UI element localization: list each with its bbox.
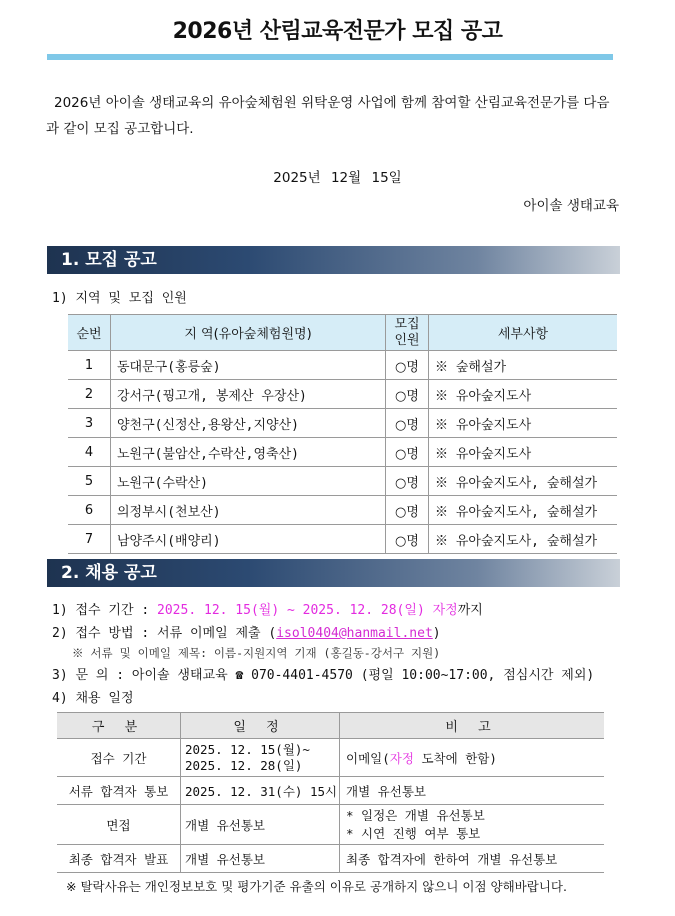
schedule-item: 면접: [57, 805, 181, 845]
row-count: ○명: [386, 351, 429, 380]
schedule-date-start: 2025. 12. 15(월)~: [185, 741, 310, 757]
table-row: [68, 467, 617, 496]
note-mark: 자정: [389, 750, 414, 766]
row-detail: ※ 유아숲지도사: [429, 438, 618, 467]
notice-date: 2025년 12월 15일: [273, 170, 402, 186]
period-label: 1) 접수 기간 :: [52, 603, 158, 618]
row-count: ○명: [386, 467, 429, 496]
row-count: ○명: [386, 496, 429, 525]
section-1-heading: 1. 모집 공고: [47, 246, 620, 274]
table-row: [68, 496, 617, 525]
schedule-table: [57, 712, 604, 873]
schedule-item: 최종 합격자 발표: [57, 845, 181, 873]
row-region: 노원구(수락산): [111, 467, 386, 496]
row-count: ○명: [386, 380, 429, 409]
row-detail: ※ 유아숲지도사, 숲해설가: [429, 525, 618, 554]
row-region: 동대문구(홍릉숲): [111, 351, 386, 380]
row-detail: ※ 유아숲지도사: [429, 380, 618, 409]
schedule-note: [340, 805, 605, 845]
period-value: 2025. 12. 15(월) ~ 2025. 12. 28(일) 자정: [157, 603, 458, 618]
schedule-header-note: 비 고: [340, 713, 605, 739]
table-row: [57, 845, 604, 873]
col-header-region: 지 역(유아숲체험원명): [111, 315, 386, 351]
method-note: ※ 서류 및 이메일 제목: 이름-지원지역 기재 (홍길동-강서구 지원): [72, 646, 441, 660]
schedule-header-date: 일 정: [181, 713, 340, 739]
email-link[interactable]: isol0404@hanmail.net: [276, 626, 433, 641]
recruitment-table: [68, 314, 617, 554]
note-line-1: * 일정은 개별 유선통보: [346, 807, 485, 823]
row-count: ○명: [386, 525, 429, 554]
row-region: 의정부시(천보산): [111, 496, 386, 525]
row-count: ○명: [386, 438, 429, 467]
table-row: [68, 438, 617, 467]
application-period: [52, 599, 483, 618]
row-no: 1: [68, 351, 111, 380]
row-no: 6: [68, 496, 111, 525]
section-2-heading: 2. 채용 공고: [47, 559, 620, 587]
table-row: [57, 739, 604, 777]
table-row: [68, 351, 617, 380]
row-no: 3: [68, 409, 111, 438]
table-row: [57, 777, 604, 805]
schedule-date: [181, 739, 340, 777]
row-region: 강서구(꿩고개, 봉제산 우장산): [111, 380, 386, 409]
col-header-count: 모집 인원: [386, 315, 429, 351]
schedule-date-end: 2025. 12. 28(일): [185, 757, 303, 773]
row-detail: ※ 유아숲지도사: [429, 409, 618, 438]
schedule-date: 2025. 12. 31(수) 15시: [181, 777, 340, 805]
section-1-subheading: 1) 지역 및 모집 인원: [52, 291, 187, 306]
row-no: 5: [68, 467, 111, 496]
schedule-date: 개별 유선통보: [181, 845, 340, 873]
row-region: 남양주시(배양리): [111, 525, 386, 554]
schedule-note: [340, 739, 605, 777]
table-row: [57, 805, 604, 845]
method-label: 2) 접수 방법 : 서류 이메일 제출 (: [52, 626, 277, 641]
table-row: [68, 409, 617, 438]
title-underline: [47, 54, 613, 60]
schedule-header-item: 구 분: [57, 713, 181, 739]
schedule-date: 개별 유선통보: [181, 805, 340, 845]
col-header-no: 순번: [68, 315, 111, 351]
row-region: 노원구(불암산,수락산,영축산): [111, 438, 386, 467]
application-method: [52, 622, 441, 641]
schedule-note: 최종 합격자에 한하여 개별 유선통보: [340, 845, 605, 873]
row-detail: ※ 유아숲지도사, 숲해설가: [429, 467, 618, 496]
schedule-item: 서류 합격자 통보: [57, 777, 181, 805]
intro-paragraph: 2026년 아이솔 생태교육의 유아숲체험원 위탁운영 사업에 함께 참여할 산림교육전문가를 다음과 같이 모집 공고합니다.: [46, 95, 610, 137]
footnote: ※ 탈락사유는 개인정보보호 및 평가기준 유출의 이유로 공개하지 않으니 이점 양해바랍니다.: [66, 879, 567, 894]
contact-line: 3) 문 의 : 아이솔 생태교육 ☎ 070-4401-4570 (평일 10:00~17:00, 점심시간 제외): [52, 668, 595, 683]
row-no: 4: [68, 438, 111, 467]
row-count: ○명: [386, 409, 429, 438]
note-pre: 이메일(: [346, 750, 390, 766]
table-row: [68, 525, 617, 554]
period-suffix: 까지: [457, 603, 483, 618]
schedule-label: 4) 채용 일정: [52, 691, 134, 706]
row-no: 7: [68, 525, 111, 554]
row-region: 양천구(신정산,용왕산,지양산): [111, 409, 386, 438]
organization-name: 아이솔 생태교육: [523, 198, 619, 214]
page-title: 2026년 산림교육전문가 모집 공고: [172, 19, 503, 44]
row-detail: ※ 유아숲지도사, 숲해설가: [429, 496, 618, 525]
method-suffix: ): [432, 626, 441, 641]
note-post: 도착에 한함): [413, 750, 497, 766]
col-header-detail: 세부사항: [429, 315, 618, 351]
table-row: [68, 380, 617, 409]
schedule-note: 개별 유선통보: [340, 777, 605, 805]
row-detail: ※ 숲해설가: [429, 351, 618, 380]
row-no: 2: [68, 380, 111, 409]
note-line-2: * 시연 진행 여부 통보: [346, 825, 481, 841]
schedule-item: 접수 기간: [57, 739, 181, 777]
